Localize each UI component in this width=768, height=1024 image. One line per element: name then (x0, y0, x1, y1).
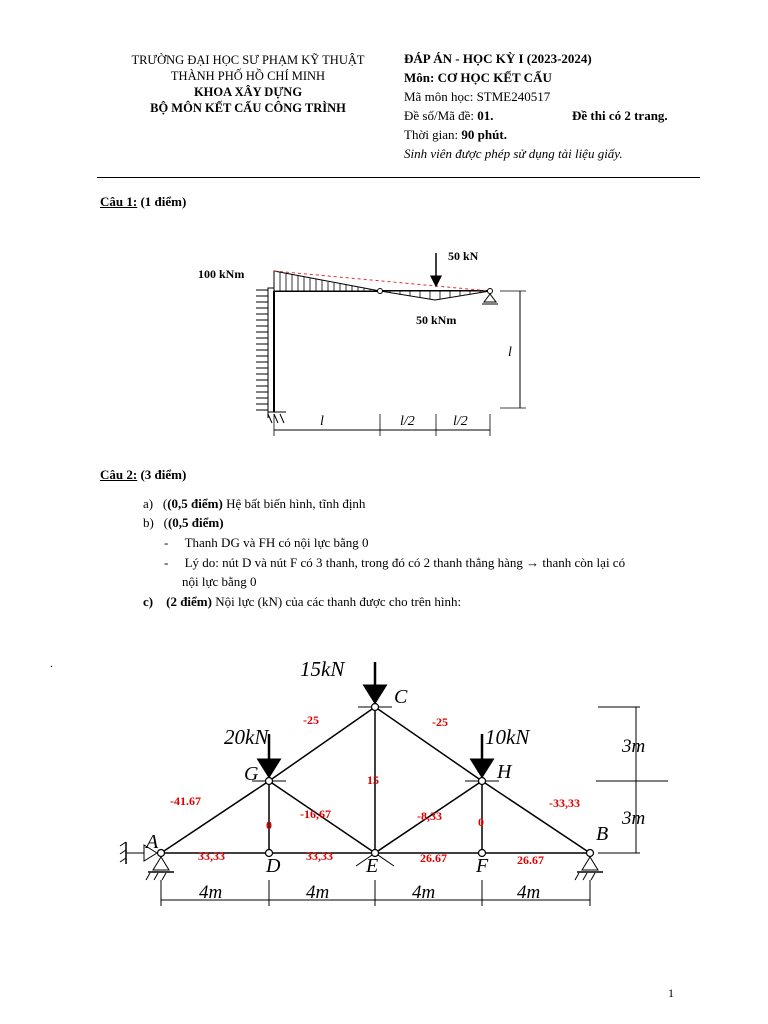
width-3-label: 4m (412, 882, 436, 903)
answer-c-marker: c) (143, 594, 154, 609)
force-GC: -25 (303, 713, 319, 727)
question-2-heading (100, 467, 186, 483)
moment-mid-label: 50 kNm (416, 313, 457, 327)
force-EF: 26.67 (420, 851, 447, 865)
question-1-points: (1 điểm) (137, 194, 187, 209)
exam-number-line: Đề số/Mã đề: 01. Đề thi có 2 trang. (404, 108, 668, 123)
answer-a: a) ((0,5 điểm) Hệ bất biến hình, tĩnh định (143, 496, 366, 511)
force-HF: 0 (478, 815, 484, 829)
node-E-label: E (366, 855, 379, 877)
height-bottom-label: 3m (622, 808, 646, 829)
question-1-heading (100, 194, 186, 210)
school-name: TRƯỜNG ĐẠI HỌC SƯ PHẠM KỸ THUẬT (131, 53, 365, 67)
moment-left-label: 100 kNm (198, 267, 245, 281)
member-CH (375, 707, 482, 781)
question-2-points: (3 điểm) (137, 467, 187, 482)
force-GD: 0 (266, 818, 272, 832)
exam-number: 01. (477, 108, 494, 123)
support-B (575, 857, 603, 880)
member-GC (269, 707, 375, 781)
faculty-name: KHOA XÂY DỰNG (193, 85, 303, 99)
force-DE: 33,33 (306, 849, 333, 863)
stray-dot: . (50, 656, 53, 670)
member-AG (161, 781, 269, 853)
answer-b-bullet-2: - Lý do: nút D và nút F có 3 thanh, trong đó có 2 thanh thẳng hàng → thanh còn lại có (164, 555, 626, 570)
load-H-label: 10kN (485, 725, 530, 749)
dim-l2a-label: l/2 (400, 414, 415, 429)
width-4-label: 4m (517, 882, 541, 903)
height-dimension-label: l (508, 345, 512, 360)
page-number: 1 (668, 986, 674, 1000)
question-2-label: Câu 2: (100, 467, 138, 482)
answer-c-points: (2 điểm) (166, 594, 212, 609)
node-F-label: F (476, 855, 489, 877)
load-C-label: 15kN (300, 657, 345, 681)
load-G-label: 20kN (224, 725, 269, 749)
exam-info (404, 49, 724, 163)
exam-title: ĐÁP ÁN - HỌC KỲ I (2023-2024) (404, 51, 592, 66)
school-header (108, 52, 388, 116)
time-line: Thời gian: 90 phút. (404, 127, 507, 142)
node-D-label: D (266, 855, 281, 877)
answer-c (143, 592, 461, 611)
city-name: THÀNH PHỐ HỒ CHÍ MINH (170, 69, 326, 83)
answer-a-marker: a) (143, 496, 154, 511)
force-AG: -41.67 (170, 794, 201, 808)
truss-diagram (0, 640, 768, 920)
course-code: STME240517 (476, 89, 551, 104)
answer-b-points: (0,5 điểm) (167, 515, 224, 530)
node-G-label: G (244, 763, 259, 785)
fixed-support (256, 288, 286, 423)
node-A-label: A (146, 831, 159, 853)
answer-b-marker: b) (143, 515, 154, 530)
subject-line: Môn: CƠ HỌC KẾT CẤU (404, 70, 552, 85)
frame-moment-diagram (190, 238, 550, 448)
answer-a-points: (0,5 điểm) (167, 496, 223, 511)
answer-b: b) ((0,5 điểm) (143, 515, 224, 530)
force-CH: -25 (432, 715, 448, 729)
moment-diagram-right (380, 291, 490, 300)
force-label: 50 kN (448, 249, 479, 263)
header-divider (97, 177, 700, 178)
width-1-label: 4m (199, 882, 223, 903)
force-HB: -33,33 (549, 796, 580, 810)
height-top-label: 3m (622, 736, 646, 757)
member-HB (482, 781, 590, 853)
course-code-line: Mã môn học: STME240517 (404, 89, 551, 104)
force-FB: 26.67 (517, 853, 544, 867)
dim-l-label: l (320, 414, 324, 429)
node-C-label: C (394, 686, 408, 708)
internal-hinge (378, 289, 383, 294)
department-name: BỘ MÔN KẾT CẤU CÔNG TRÌNH (150, 101, 346, 115)
subject-name: CƠ HỌC KẾT CẤU (437, 70, 552, 85)
force-CE: 15 (367, 773, 379, 787)
time-value: 90 phút. (461, 127, 507, 142)
node-H-label: H (497, 761, 512, 783)
question-1-label: Câu 1: (100, 194, 138, 209)
force-AD: 33,33 (198, 849, 225, 863)
page-count: Đề thi có 2 trang. (572, 108, 668, 123)
width-2-label: 4m (306, 882, 330, 903)
answer-a-text: Hệ bất biến hình, tĩnh định (222, 496, 366, 511)
force-GE: -16,67 (300, 807, 331, 821)
node-B-label: B (596, 823, 609, 845)
dim-l2b-label: l/2 (453, 414, 468, 429)
answer-b-bullet-2-cont: nội lực bằng 0 (182, 574, 257, 589)
answer-b-bullet-1: - Thanh DG và FH có nội lực bằng 0 (164, 535, 369, 550)
materials-note: Sinh viên được phép sử dụng tài liệu giấy. (404, 146, 623, 161)
force-EH: -8,33 (417, 809, 442, 823)
answer-c-text: Nội lực (kN) của các thanh được cho trên hình: (211, 594, 462, 609)
